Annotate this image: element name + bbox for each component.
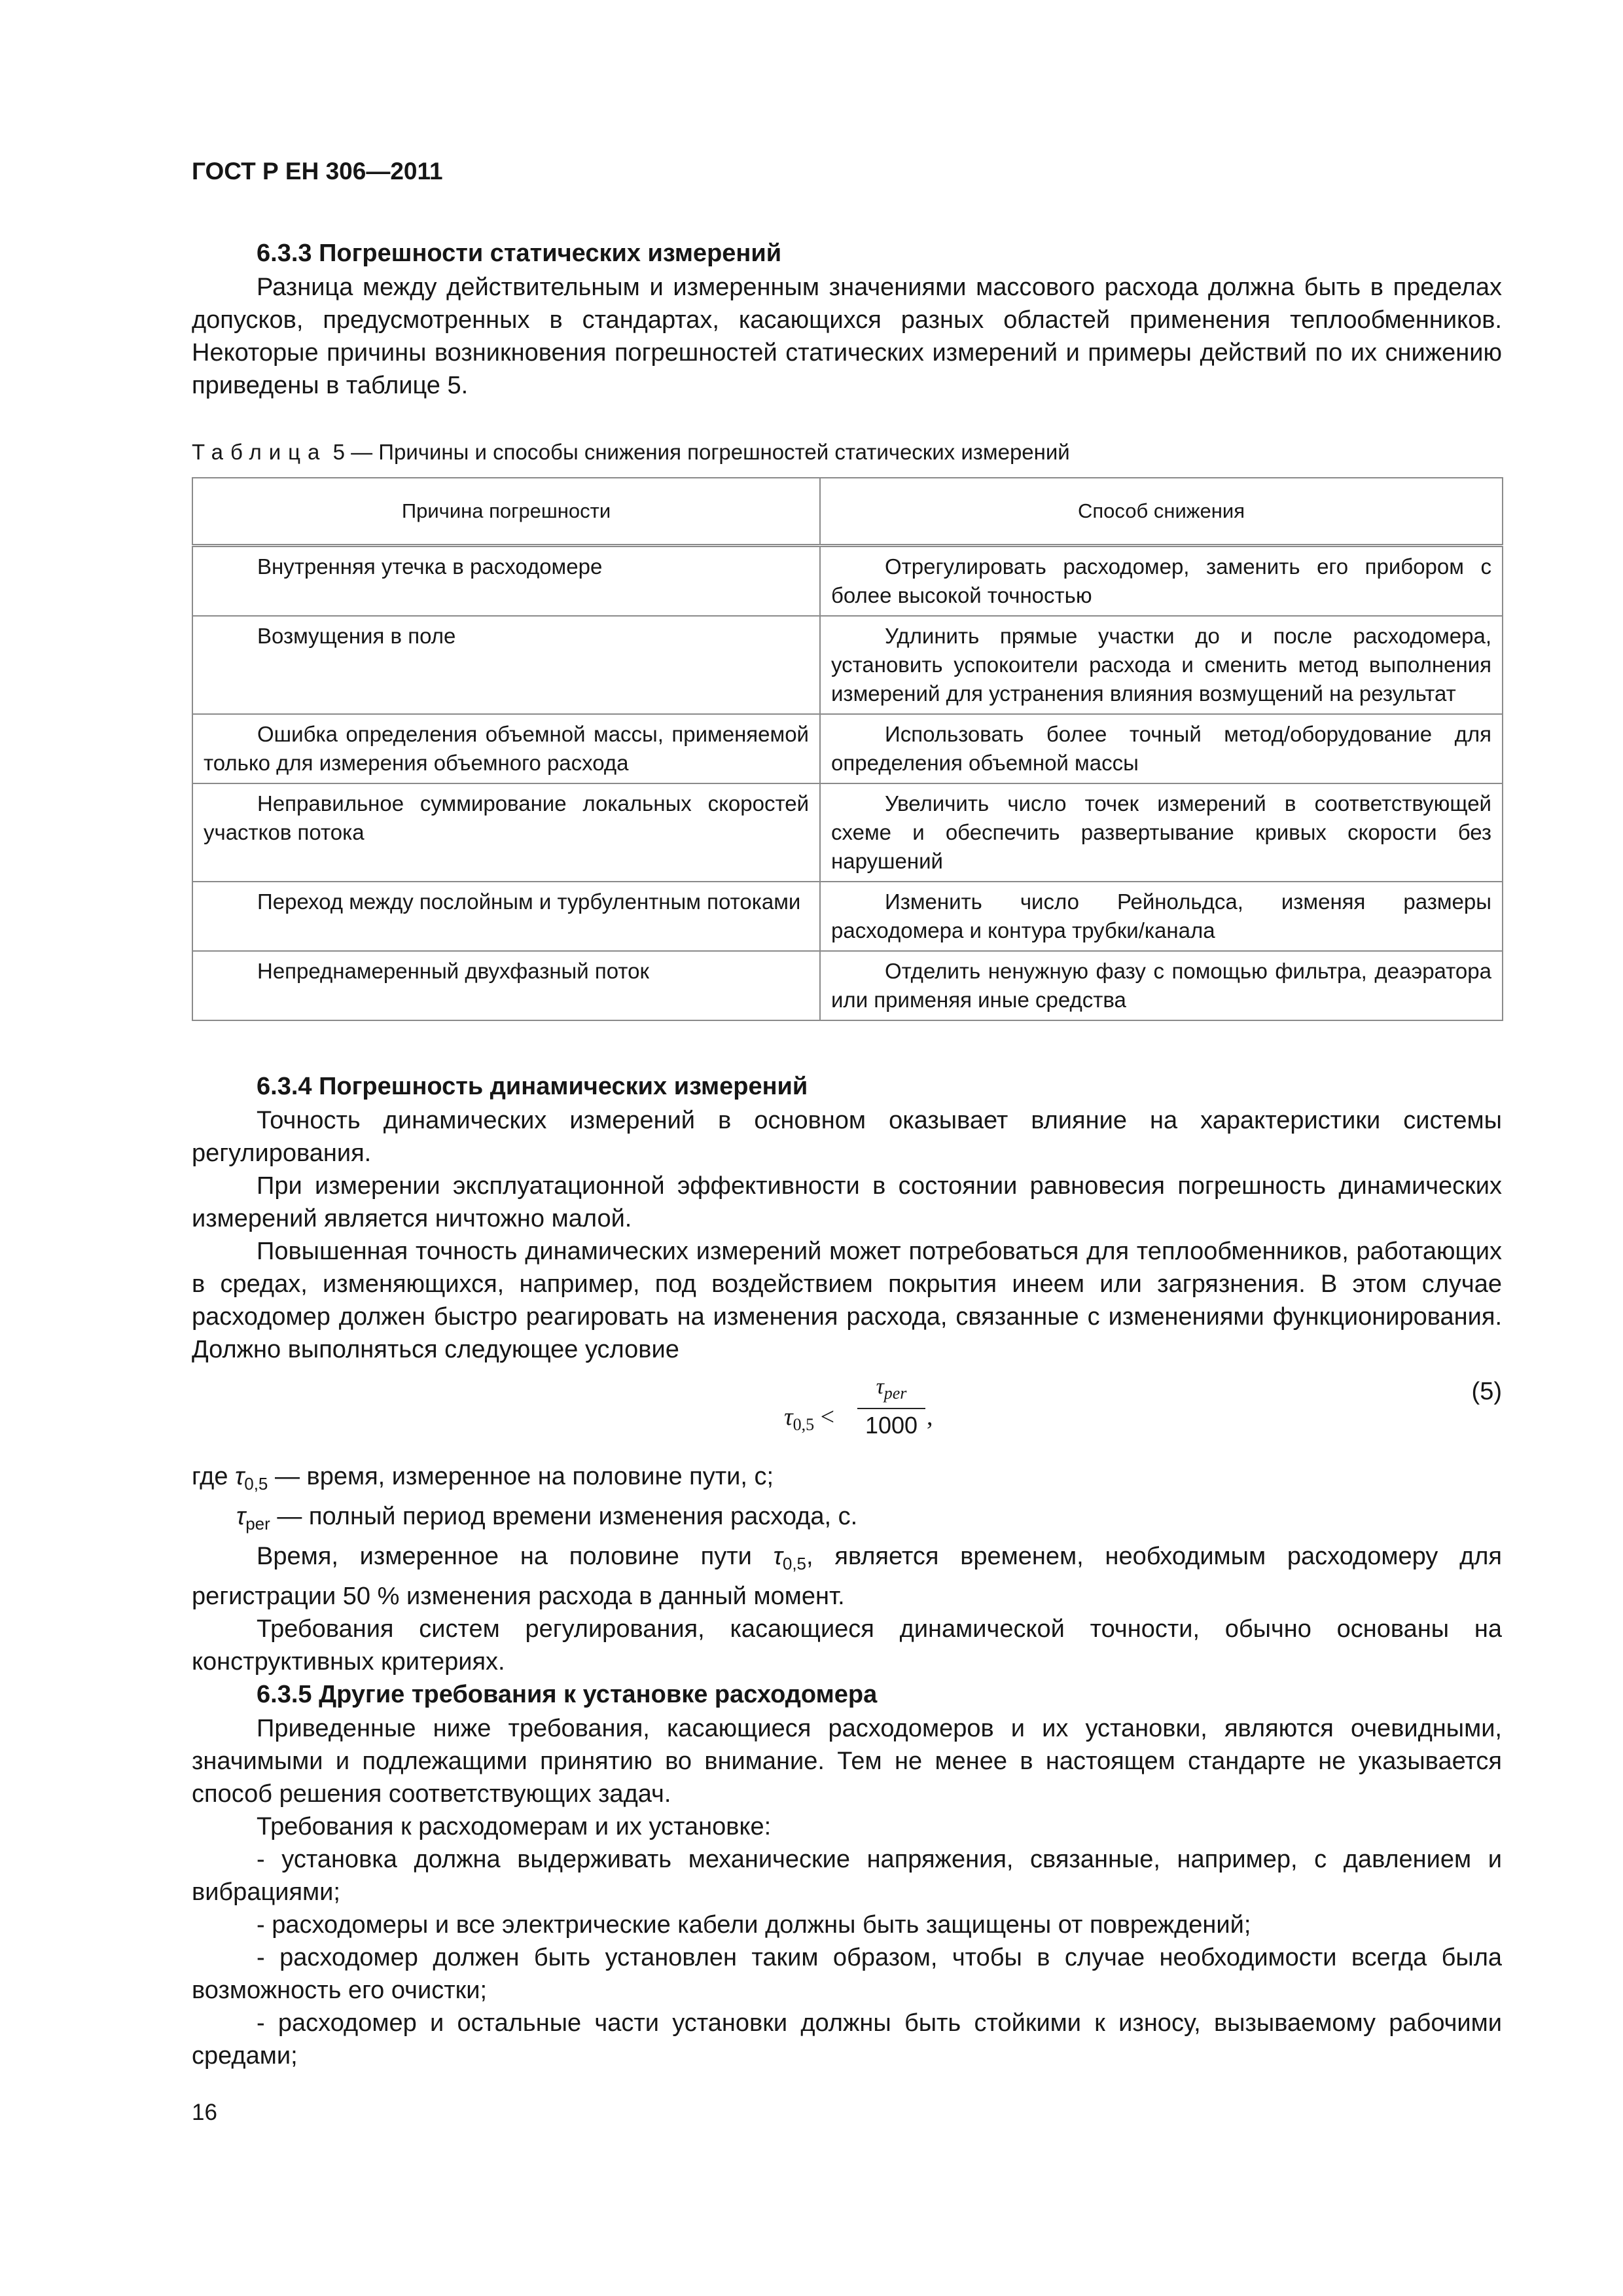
formula-lhs — [784, 1403, 834, 1435]
tau-symbol: τ — [784, 1403, 793, 1431]
cause-text: Неправильное суммирование локальных скоростей участков потока — [204, 791, 809, 844]
fraction-denominator: 1000 — [865, 1412, 918, 1439]
section-6-3-4-paragraph-2: При измерении эксплуатационной эффективности в состоянии равновесия погрешность динамических измерений является ничтожно малой. — [192, 1172, 1502, 1232]
section-6-3-3-paragraph: Разница между действительным и измеренным значениями массового расхода должна быть в пределах допусков, предусмотренных в стандартах, касающихся разных областей применения теплообменников. Некоторые причины возникновения погрешностей статических измерений и примеры действий по их снижению приведены в таблице 5. — [192, 274, 1502, 399]
fix-text: Использовать более точный метод/оборудование для определения объемной массы — [831, 722, 1491, 775]
formula-5 — [192, 1372, 1502, 1456]
cause-text: Переход между послойным и турбулентным потоками — [257, 889, 801, 914]
page-number: 16 — [192, 2100, 217, 2125]
fix-cell — [820, 616, 1503, 714]
cause-text: Ошибка определения объемной массы, применяемой только для измерения объемного расхода — [204, 722, 809, 775]
where-prefix: где — [192, 1463, 236, 1490]
cause-cell — [192, 546, 820, 617]
cause-text: Возмущения в поле — [257, 624, 456, 648]
column-header-cause: Причина погрешности — [192, 478, 820, 546]
list-item: - расходомеры и все электрические кабели должны быть защищены от повреждений; — [257, 1911, 1251, 1939]
section-6-3-3-title: 6.3.3 Погрешности статических измерений — [257, 240, 782, 267]
section-6-3-5-paragraph-2: Требования к расходомерам и их установке: — [257, 1813, 772, 1840]
table-row — [192, 882, 1503, 951]
where-line-1 — [192, 1460, 1502, 1500]
fix-text: Удлинить прямые участки до и после расходомера, установить успокоители расхода и сменить метод выполнения измерений для устранения влияния возмущений на результат — [831, 624, 1491, 706]
tau-symbol: τ — [773, 1543, 783, 1570]
fix-cell — [820, 951, 1503, 1020]
table-row — [192, 714, 1503, 783]
table-caption-text: 5 — Причины и способы снижения погрешностей статических измерений — [332, 440, 1070, 464]
cause-text: Внутренняя утечка в расходомере — [257, 554, 603, 579]
fix-cell — [820, 714, 1503, 783]
table-header-row — [192, 478, 1503, 546]
document-page — [192, 157, 1502, 2072]
section-6-3-4-paragraph-1: Точность динамических измерений в основном оказывает влияние на характеристики системы регулирования. — [192, 1107, 1502, 1167]
list-item: - установка должна выдерживать механические напряжения, связанные, например, с давлением и вибрациями; — [192, 1846, 1502, 1906]
fix-text: Изменить число Рейнольдса, изменяя размеры расходомера и контура трубки/канала — [831, 889, 1491, 942]
table-caption-word: Таблица — [192, 440, 327, 464]
table-row — [192, 616, 1503, 714]
tau-symbol: τ — [235, 1463, 245, 1490]
section-6-3-5-title: 6.3.5 Другие требования к установке расходомера — [257, 1681, 878, 1708]
tau-per-subscript: per — [883, 1384, 907, 1403]
cause-text: Непреднамеренный двухфазный поток — [257, 959, 649, 983]
cause-cell — [192, 783, 820, 882]
formula-number: (5) — [1471, 1378, 1502, 1405]
cause-cell — [192, 951, 820, 1020]
tau-symbol: τ — [236, 1503, 246, 1530]
tau-subscript: 0,5 — [244, 1474, 268, 1494]
half-time-paragraph — [192, 1540, 1502, 1613]
fix-cell — [820, 546, 1503, 617]
tau-subscript: 0,5 — [782, 1554, 807, 1573]
table-row — [192, 951, 1503, 1020]
less-than-sign: < — [814, 1403, 835, 1431]
section-6-3-4-paragraph-3: Повышенная точность динамических измерений может потребоваться для теплообменников, работающих в средах, изменяющихся, например, под воздействием покрытия инеем или загрязнения. В этом случае расходомер должен быстро реагировать на изменения расхода, связанные с изменениями функционирования. Должно выполняться следующее условие — [192, 1238, 1502, 1363]
fix-text: Отрегулировать расходомер, заменить его прибором с более высокой точностью — [831, 554, 1491, 607]
section-6-3-5-paragraph-1: Приведенные ниже требования, касающиеся расходомеров и их установки, являются очевидными, значимыми и подлежащими принятию во внимание. Тем не менее в настоящем стандарте не указывается способ решения соответствующих задач. — [192, 1715, 1502, 1808]
formula-fraction — [857, 1372, 925, 1442]
where-definition-1: — время, измеренное на половине пути, с; — [268, 1463, 774, 1490]
cause-cell — [192, 714, 820, 783]
table-5 — [192, 477, 1503, 1021]
tau-subscript: 0,5 — [793, 1415, 815, 1434]
column-header-fix: Способ снижения — [820, 478, 1503, 546]
list-item: - расходомер должен быть установлен таким образом, чтобы в случае необходимости всегда была возможность его очистки; — [192, 1944, 1502, 2004]
formula-comma: , — [927, 1403, 933, 1431]
table-row — [192, 783, 1503, 882]
tau-symbol: τ — [876, 1374, 884, 1399]
section-6-3-4-title: 6.3.4 Погрешность динамических измерений — [257, 1073, 808, 1100]
where-line-2 — [192, 1500, 1502, 1540]
fix-cell — [820, 882, 1503, 951]
table-5-caption — [192, 439, 1502, 465]
fix-text: Увеличить число точек измерений в соответствующей схеме и обеспечить развертывание кривых скорости без нарушений — [831, 791, 1491, 873]
tau-per-subscript: per — [245, 1514, 270, 1534]
fix-cell — [820, 783, 1503, 882]
document-header: ГОСТ Р ЕН 306—2011 — [192, 158, 443, 185]
requirements-list — [192, 1843, 1502, 2072]
table-row — [192, 546, 1503, 617]
list-item: - расходомер и остальные части установки должны быть стойкими к износу, вызываемому рабочими средами; — [192, 2009, 1502, 2070]
paragraph-part-a: Время, измеренное на половине пути — [257, 1543, 774, 1570]
fraction-numerator — [857, 1372, 925, 1408]
where-definition-2: — полный период времени изменения расхода, с. — [270, 1503, 858, 1530]
paragraph-part-b: , является временем, необходимым расходомеру для регистрации 50 % изменения расхода в данный момент. — [192, 1543, 1502, 1610]
cause-cell — [192, 882, 820, 951]
fix-text: Отделить ненужную фазу с помощью фильтра, деаэратора или применяя иные средства — [831, 959, 1491, 1012]
requirements-paragraph: Требования систем регулирования, касающиеся динамической точности, обычно основаны на конструктивных критериях. — [192, 1615, 1502, 1676]
cause-cell — [192, 616, 820, 714]
